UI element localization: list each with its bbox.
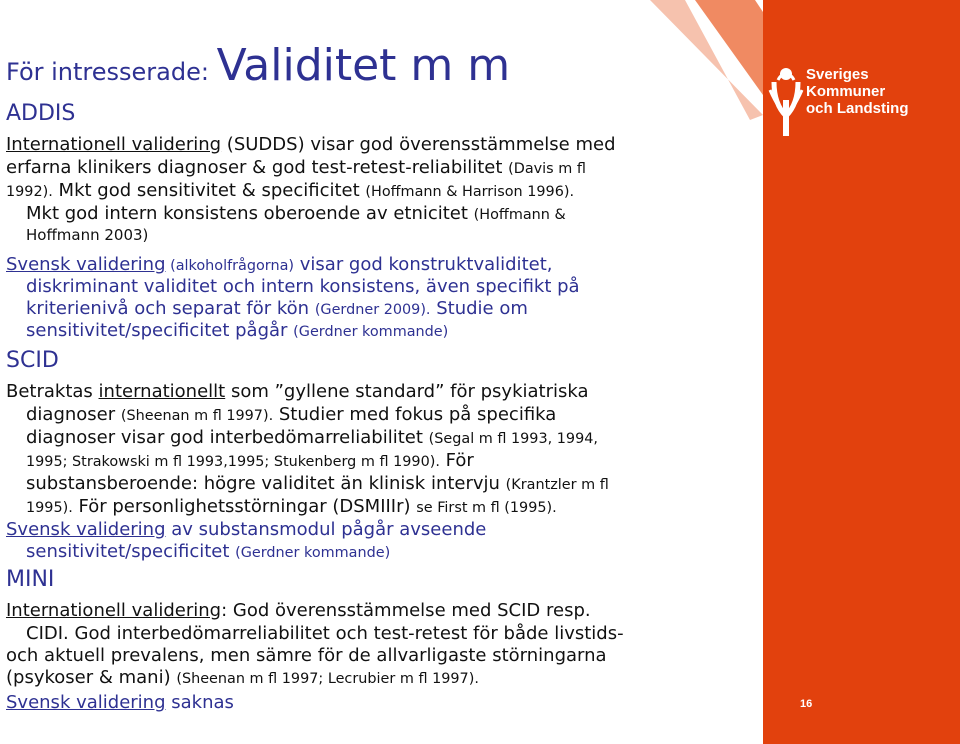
- logo-line-1: Sveriges: [806, 66, 869, 83]
- text: Studie om: [430, 298, 528, 319]
- addis-line-3: [6, 180, 574, 201]
- citation: se First m fl (1995).: [416, 500, 557, 516]
- text: sensitivitet/specificitet: [26, 541, 236, 562]
- text: Studier med fokus på specifika: [273, 404, 557, 425]
- addis-line-5: Hoffmann 2003): [26, 226, 149, 244]
- scid-line-7: [6, 519, 486, 540]
- text: diagnoser: [26, 404, 121, 425]
- slide-title: [6, 40, 510, 91]
- text: (alkoholfrågorna): [165, 258, 295, 274]
- citation: (Sheenan m fl 1997; Lecrubier m fl 1997).: [176, 671, 479, 687]
- text: För personlighetsstörningar (DSMIIIr): [72, 496, 417, 517]
- citation: 1992).: [6, 184, 53, 200]
- text: (SUDDS) visar god överensstämmelse med: [221, 134, 616, 155]
- scid-line-5: [26, 473, 609, 494]
- text: : God överensstämmelse med SCID resp.: [221, 600, 591, 621]
- text: Mkt god sensitivitet & specificitet: [52, 180, 366, 201]
- link-svensk-validering-scid[interactable]: Svensk validering: [6, 519, 166, 540]
- citation: 1995; Strakowski m fl 1993,1995; Stukenberg m fl 1990).: [26, 454, 440, 470]
- citation: 1995).: [26, 500, 73, 516]
- mini-line-5: [6, 692, 234, 713]
- addis-line-1: [6, 134, 616, 155]
- section-heading-mini: MINI: [6, 567, 55, 592]
- section-heading-scid: SCID: [6, 348, 59, 373]
- addis-line-2: [6, 157, 586, 178]
- citation: (Sheenan m fl 1997).: [120, 408, 274, 424]
- logo-wordmark: [806, 66, 909, 117]
- section-heading-addis: ADDIS: [6, 101, 76, 126]
- citation: (Hoffmann &: [473, 207, 566, 223]
- mini-line-1: [6, 600, 591, 621]
- addis-line-6: [6, 254, 552, 275]
- text: kriterienivå och separat för kön: [26, 298, 315, 319]
- page-number: 16: [800, 698, 813, 710]
- citation: (Davis m fl: [508, 161, 586, 177]
- addis-line-7: diskriminant validitet och intern konsistens, även specifikt på: [26, 276, 580, 297]
- link-internationellt[interactable]: internationellt: [98, 381, 226, 402]
- title-prefix: För intresserade:: [6, 58, 217, 86]
- text: som ”gyllene standard” för psykiatriska: [225, 381, 589, 402]
- citation: (Gerdner 2009).: [314, 302, 431, 318]
- link-internationell-validering[interactable]: Internationell validering: [6, 134, 222, 155]
- citation: (Krantzler m fl: [505, 477, 609, 493]
- mini-line-4: [6, 667, 479, 688]
- link-svensk-validering[interactable]: Svensk validering: [6, 254, 166, 275]
- text: visar god konstruktvaliditet,: [294, 254, 553, 275]
- text: av substansmodul pågår avseende: [165, 519, 487, 540]
- addis-line-8: [26, 298, 528, 319]
- logo-line-3: och Landsting: [806, 100, 909, 117]
- scid-line-2: [26, 404, 556, 425]
- link-svensk-validering-mini[interactable]: Svensk validering: [6, 692, 166, 713]
- citation: (Gerdner kommande): [293, 324, 449, 340]
- text: Mkt god intern konsistens oberoende av etnicitet: [26, 203, 474, 224]
- title-main: Validitet m m: [216, 40, 511, 91]
- addis-line-9: [26, 320, 448, 341]
- text: diagnoser visar god interbedömarreliabilitet: [26, 427, 429, 448]
- text: Betraktas: [6, 381, 99, 402]
- text: erfarna klinikers diagnoser & god test-retest-reliabilitet: [6, 157, 509, 178]
- citation: (Hoffmann & Harrison 1996).: [365, 184, 575, 200]
- text: För: [439, 450, 474, 471]
- scid-line-3: [26, 427, 598, 448]
- scid-line-8: [26, 541, 390, 562]
- scid-line-1: [6, 381, 589, 402]
- mini-line-3: och aktuell prevalens, men sämre för de allvarligaste störningarna: [6, 645, 607, 666]
- citation: (Segal m fl 1993, 1994,: [428, 431, 598, 447]
- text: substansberoende: högre validitet än klinisk intervju: [26, 473, 506, 494]
- text: sensitivitet/specificitet pågår: [26, 320, 294, 341]
- mini-line-2: CIDI. God interbedömarreliabilitet och test-retest för både livstids-: [26, 623, 624, 644]
- citation: (Gerdner kommande): [235, 545, 391, 561]
- scid-line-4: [26, 450, 474, 471]
- link-internationell-validering-mini[interactable]: Internationell validering: [6, 600, 222, 621]
- text: (psykoser & mani): [6, 667, 177, 688]
- addis-line-4: [26, 203, 566, 224]
- scid-line-6: [26, 496, 557, 517]
- text: saknas: [165, 692, 234, 713]
- logo-line-2: Kommuner: [806, 83, 886, 100]
